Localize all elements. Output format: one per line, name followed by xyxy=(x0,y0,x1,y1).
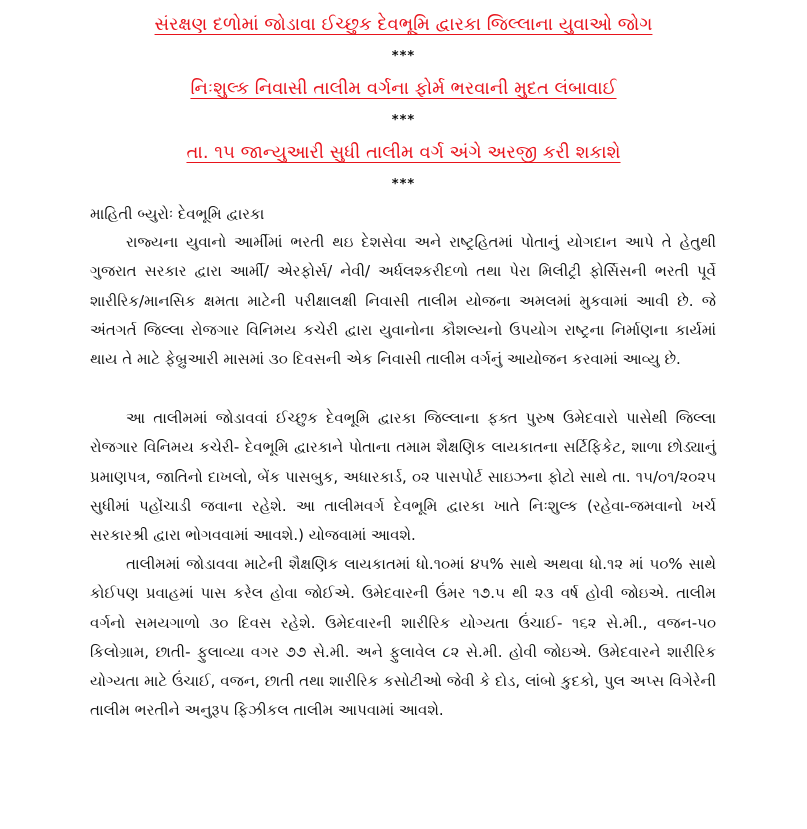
headline-3 xyxy=(40,140,767,166)
news-source-line: માહિતી બ્યુરોઃ દેવભૂમિ દ્વારકા xyxy=(90,205,265,223)
headline-2 xyxy=(40,76,767,102)
headline-1-text: સંરક્ષણ દળોમાં જોડાવા ઈચ્છુક દેવભૂમિ દ્વારકા જિલ્લાના યુવાઓ જોગ xyxy=(154,14,653,35)
paragraph-3 xyxy=(90,550,716,726)
paragraph-2-text: આ તાલીમમાં જોડાવવાં ઈચ્છુક દેવભૂમિ દ્વારકા જિલ્લાના ફક્ત પુરુષ ઉમેદવારો પાસેથી જિલ્લા રોજગાર વિનિમય કચેરી- દેવભૂમિ દ્વારકાને પોતાના તમામ શૈક્ષણિક લાયકાતના સર્ટિફિકેટ, શાળા છોડ્યાનું પ્રમાણપત્ર, જાતિનો દાખલો, બેંક પાસબુક, અધારકાર્ડ, ૦૨ પાસપોર્ટ સાઇઝના ફોટો સાથે તા. ૧૫/૦૧/૨૦૨૫ સુધીમાં પહોંચાડી જવાના રહેશે. આ તાલીમવર્ગ દેવભૂમિ દ્વારકા ખાતે નિઃશુલ્ક (રહેવા-જમવાનો ખર્ચ સરકારશ્રી દ્વારા ભોગવવામાં આવશે.) યોજવામાં આવશે. xyxy=(90,409,716,545)
headline-3-text: તા. ૧૫ જાન્યુઆરી સુધી તાલીમ વર્ગ અંગે અરજી કરી શકાશે xyxy=(186,142,621,163)
paragraph-1 xyxy=(90,228,716,374)
paragraph-1-text: રાજ્યના યુવાનો આર્મીમાં ભરતી થઇ દેશસેવા અને રાષ્ટ્રહિતમાં પોતાનું યોગદાન આપે તે હેતુથી ગુજરાત સરકાર દ્વારા આર્મી/ એરફોર્સ/ નેવી/ અર્ધલશ્કરીદળો તથા પેરા મિલીટ્રી ફોર્સિસની ભરતી પૂર્વે શારીરિક/માનસિક ક્ષમતા માટેની પરીક્ષાલક્ષી નિવાસી તાલીમ યોજના અમલમાં મુકવામાં આવી છે. જે અંતગર્ત જિલ્લા રોજગાર વિનિમય કચેરી દ્વારા યુવાનોના કૌશલ્યનો ઉપયોગ રાષ્ટ્રના નિર્માણના કાર્યમાં થાય તે માટે ફેબ્રુઆરી માસમાં ૩૦ દિવસની એક નિવાસી તાલીમ વર્ગનું આયોજન કરવામાં આવ્યુ છે. xyxy=(90,233,716,369)
headline-1 xyxy=(40,12,767,38)
separator-1: *** xyxy=(391,49,416,64)
separator-3: *** xyxy=(391,177,416,192)
headline-2-text: નિઃશુલ્ક નિવાસી તાલીમ વર્ગના ફોર્મ ભરવાની મુદત લંબાવાઈ xyxy=(190,78,617,99)
paragraph-3-text: તાલીમમાં જોડાવવા માટેની શૈક્ષણિક લાયકાતમાં ધો.૧૦માં ૪૫% સાથે અથવા ધો.૧૨ માં ૫૦% સાથે કોઈપણ પ્રવાહમાં પાસ કરેલ હોવા જોઈએ. ઉમેદવારની ઉંમર ૧૭.૫ થી ૨૩ વર્ષ હોવી જોઇએ. તાલીમ વર્ગનો સમયગાળો ૩૦ દિવસ રહેશે. ઉમેદવારની શારીરિક યોગ્યતા ઉંચાઈ- ૧૬૨ સે.મી., વજન-૫૦ કિલોગ્રામ, છાતી- ફુલાવ્યા વગર ૭૭ સે.મી. અને ફુલાવેલ ૮૨ સે.મી. હોવી જોઇએ. ઉમેદવારને શારીરિક યોગ્યતા માટે ઉંચાઈ, વજન, છાતી તથા શારીરિક કસોટીઓ જેવી કે દોડ, લાંબો કુદકો, પુલ અપ્સ વિગેરેની તાલીમ ભરતીને અનુરૂપ ફિઝીકલ તાલીમ આપવામાં આવશે. xyxy=(90,555,716,720)
separator-2: *** xyxy=(391,113,416,128)
paragraph-2 xyxy=(90,404,716,550)
